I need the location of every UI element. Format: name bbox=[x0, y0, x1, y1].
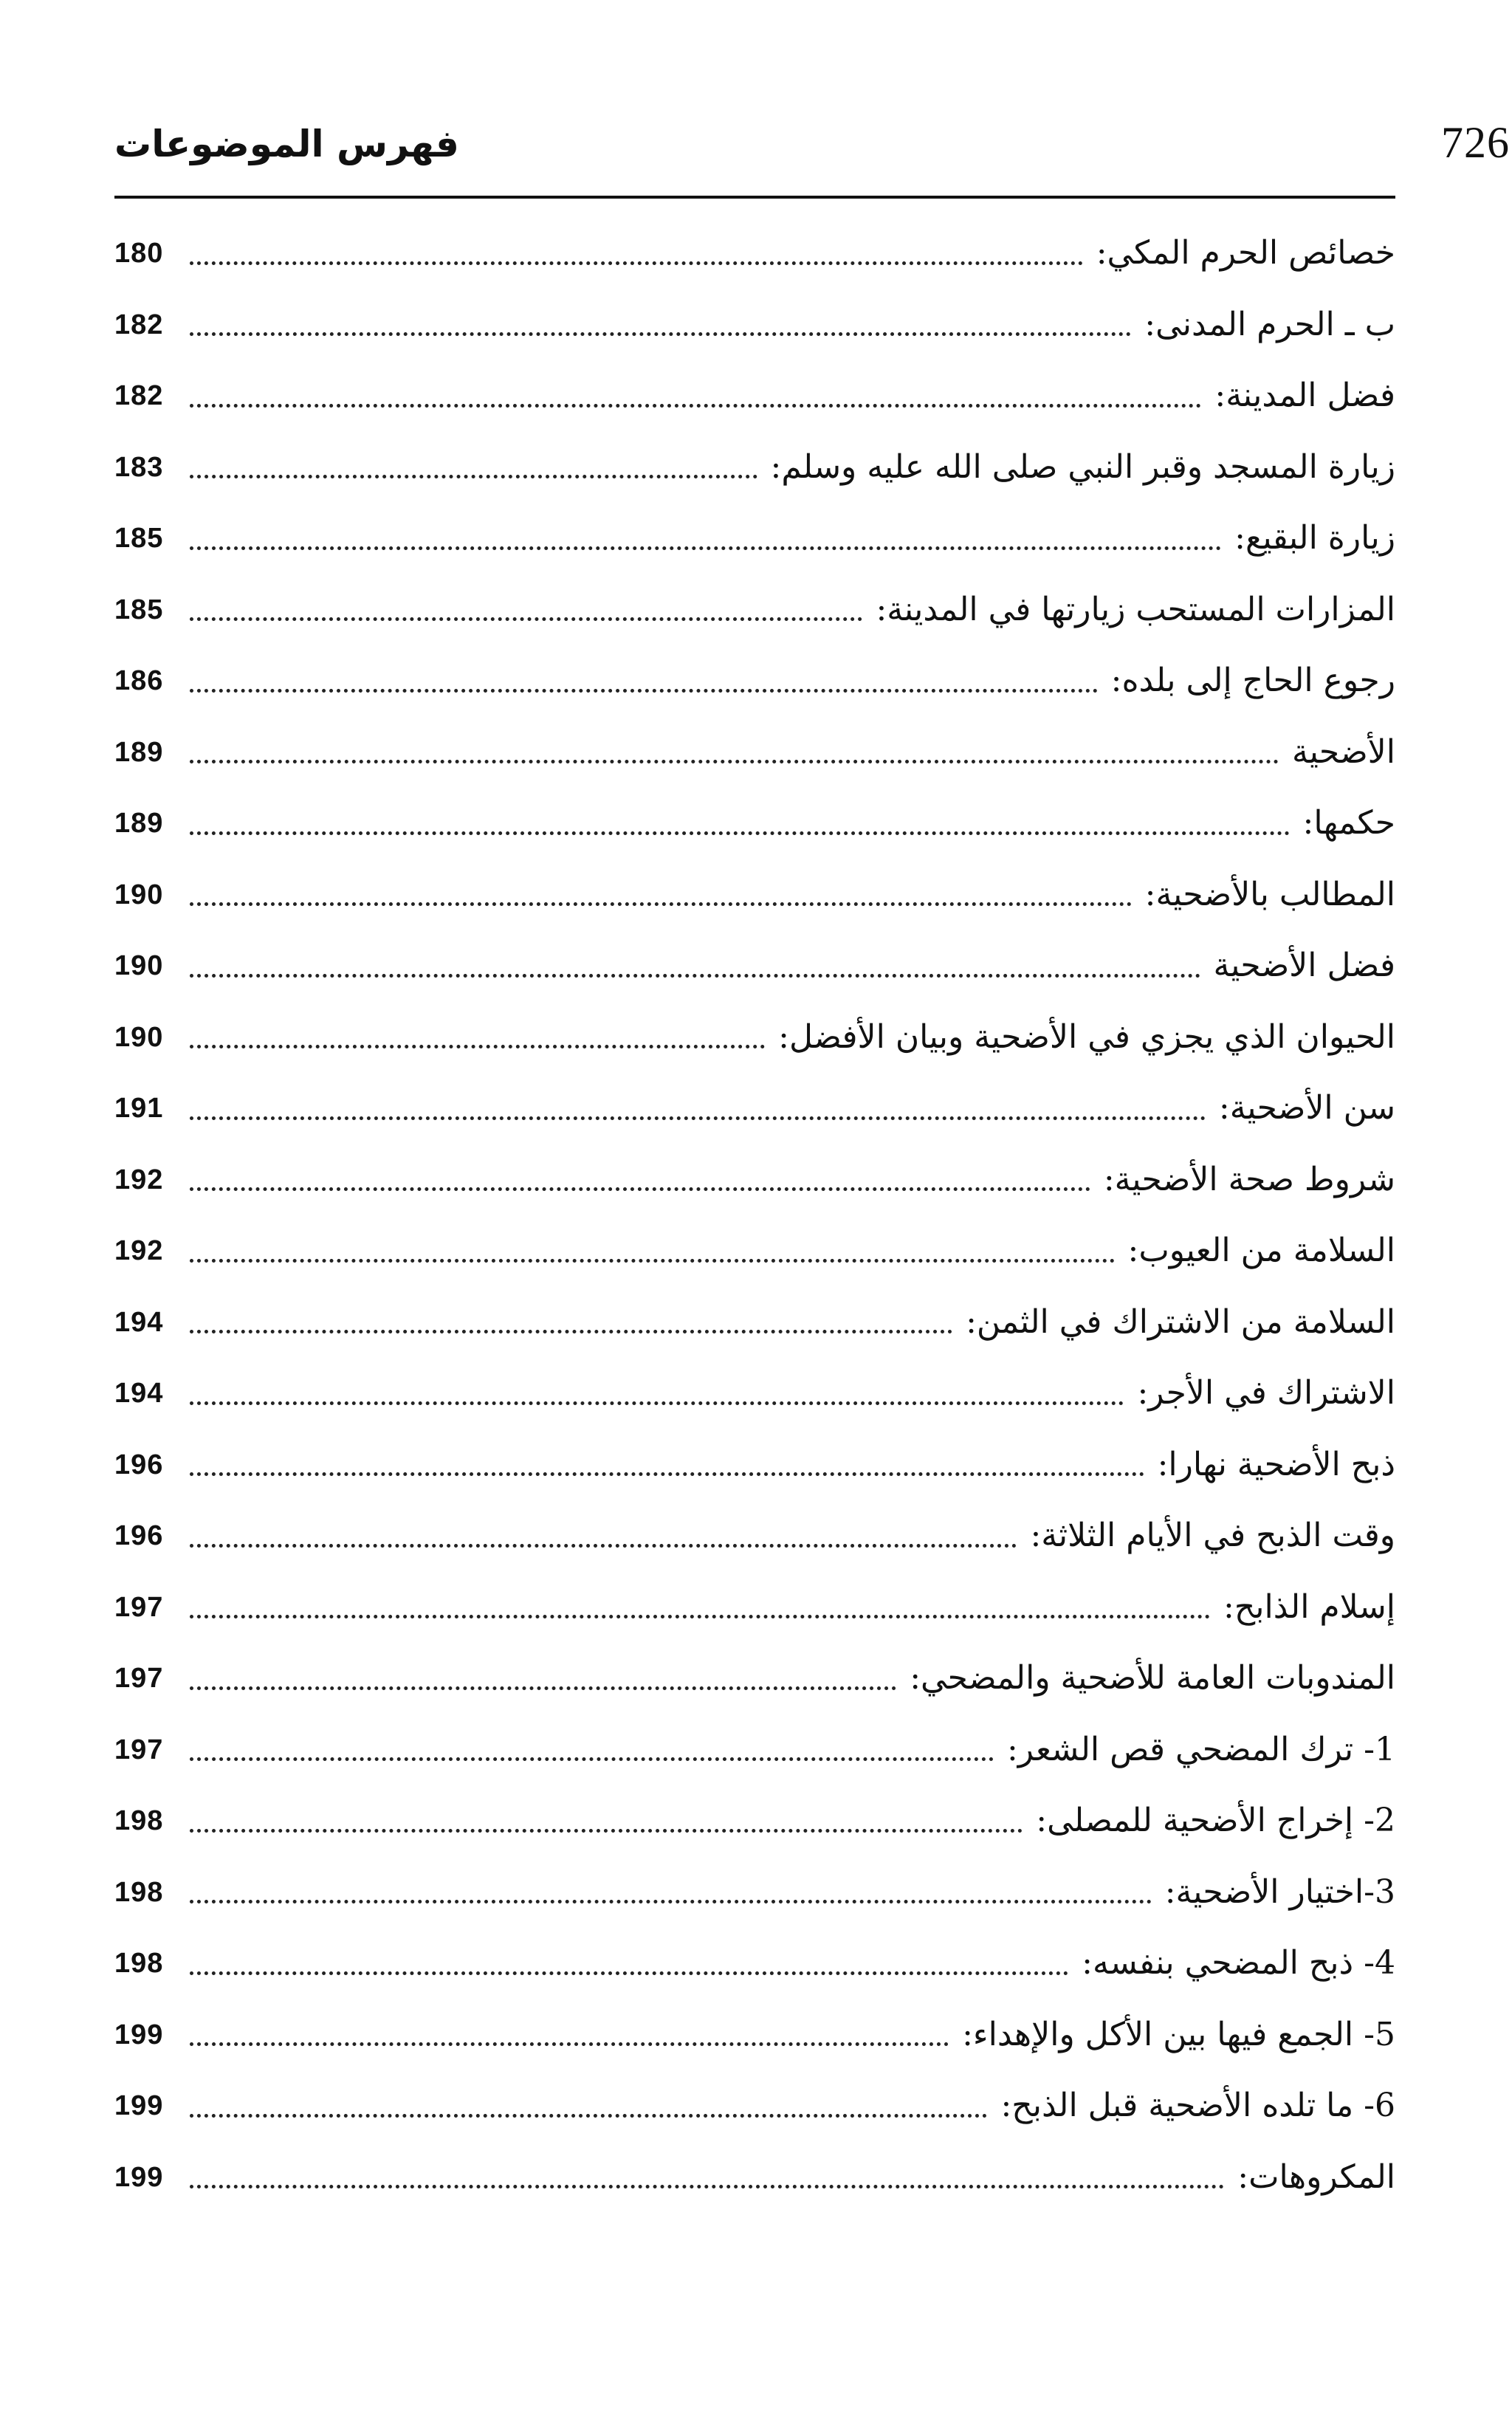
toc-entry-title: شروط صحة الأضحية: bbox=[1103, 1160, 1395, 1198]
dot-leader bbox=[190, 261, 1083, 265]
toc-entry-title: زيارة المسجد وقبر النبي صلى الله عليه وسلم: bbox=[770, 447, 1395, 486]
dot-leader bbox=[190, 1544, 1017, 1548]
toc-entry-title: المزارات المستحب زيارتها في المدينة: bbox=[876, 590, 1395, 628]
toc-entry bbox=[114, 2142, 1395, 2214]
toc-entry-title: ذبح الأضحية نهارا: bbox=[1157, 1445, 1395, 1483]
dot-leader bbox=[190, 760, 1279, 763]
toc-entry-page: 190 bbox=[114, 879, 164, 910]
toc-entry-page: 199 bbox=[114, 2161, 164, 2193]
dot-leader bbox=[190, 1971, 1068, 1975]
toc-entry-title: رجوع الحاج إلى بلده: bbox=[1110, 662, 1395, 700]
toc-entry bbox=[114, 432, 1395, 504]
toc-entry-title: المندوبات العامة للأضحية والمضحي: bbox=[910, 1659, 1395, 1697]
dot-leader bbox=[190, 1757, 994, 1761]
toc-entry-title: المطالب بالأضحية: bbox=[1144, 875, 1395, 913]
toc-entry-title: الحيوان الذي يجزي في الأضحية وبيان الأفضل: bbox=[778, 1017, 1395, 1056]
dot-leader bbox=[190, 689, 1098, 693]
dot-leader bbox=[190, 2114, 987, 2118]
toc-entry-page: 185 bbox=[114, 594, 164, 625]
toc-entry-title: وقت الذبح في الأيام الثلاثة: bbox=[1030, 1517, 1395, 1555]
dot-leader bbox=[190, 1615, 1210, 1618]
running-title: فهرس الموضوعات bbox=[114, 123, 459, 165]
toc-entry bbox=[114, 2070, 1395, 2142]
toc-entry-title: حكمها: bbox=[1302, 804, 1395, 842]
dot-leader bbox=[190, 2042, 949, 2046]
toc-entry-page: 198 bbox=[114, 1876, 164, 1908]
toc-entry bbox=[114, 289, 1395, 361]
toc-entry-page: 199 bbox=[114, 2090, 164, 2122]
toc-entry bbox=[114, 1073, 1395, 1144]
toc-entry-title: 1- ترك المضحي قص الشعر: bbox=[1006, 1730, 1395, 1768]
toc-entry-page: 197 bbox=[114, 1663, 164, 1695]
toc-entry bbox=[114, 218, 1395, 289]
dot-leader bbox=[190, 546, 1221, 550]
dot-leader bbox=[190, 404, 1201, 408]
toc-entry-title: ب ـ الحرم المدنى: bbox=[1144, 305, 1395, 343]
toc-entry-title: خصائص الحرم المكي: bbox=[1096, 234, 1395, 272]
toc-entry-page: 186 bbox=[114, 665, 164, 697]
dot-leader bbox=[190, 1330, 952, 1333]
dot-leader bbox=[190, 2185, 1224, 2188]
toc-entry-title: 3-اختيار الأضحية: bbox=[1164, 1872, 1395, 1911]
toc-entry bbox=[114, 1643, 1395, 1714]
toc-entry-page: 191 bbox=[114, 1093, 164, 1125]
dot-leader bbox=[190, 1116, 1206, 1120]
toc-entry-title: سن الأضحية: bbox=[1218, 1089, 1395, 1127]
toc-entry-title: السلامة من العيوب: bbox=[1127, 1232, 1395, 1270]
toc-entry-page: 189 bbox=[114, 736, 164, 768]
toc-entry-page: 190 bbox=[114, 950, 164, 982]
page-number: 726 bbox=[1441, 118, 1510, 167]
toc-entry bbox=[114, 1429, 1395, 1501]
toc-entry bbox=[114, 1999, 1395, 2071]
dot-leader bbox=[190, 1472, 1144, 1476]
toc-entry-page: 190 bbox=[114, 1021, 164, 1053]
dot-leader bbox=[190, 1045, 765, 1048]
toc-entry bbox=[114, 1215, 1395, 1287]
toc-entry-title: 2- إخراج الأضحية للمصلى: bbox=[1036, 1802, 1395, 1840]
dot-leader bbox=[190, 1829, 1023, 1833]
toc-entry bbox=[114, 360, 1395, 432]
toc-entry-page: 192 bbox=[114, 1235, 164, 1267]
toc-entry-page: 180 bbox=[114, 238, 164, 270]
toc-entry bbox=[114, 503, 1395, 574]
toc-entry bbox=[114, 574, 1395, 646]
toc-entry bbox=[114, 717, 1395, 789]
toc-entry bbox=[114, 1144, 1395, 1216]
dot-leader bbox=[190, 1401, 1124, 1405]
dot-leader bbox=[190, 1259, 1115, 1263]
toc-entry bbox=[114, 1358, 1395, 1429]
toc-entry-page: 192 bbox=[114, 1164, 164, 1195]
toc-entry-page: 189 bbox=[114, 808, 164, 840]
toc-entry-page: 182 bbox=[114, 309, 164, 340]
dot-leader bbox=[190, 475, 757, 478]
toc-entry-title: إسلام الذابح: bbox=[1223, 1587, 1395, 1626]
toc-entry-page: 183 bbox=[114, 451, 164, 483]
toc-entry bbox=[114, 1785, 1395, 1857]
toc-entry-page: 197 bbox=[114, 1591, 164, 1623]
toc-entry bbox=[114, 930, 1395, 1002]
toc-entry bbox=[114, 645, 1395, 717]
table-of-contents bbox=[114, 218, 1395, 2256]
toc-entry-title: السلامة من الاشتراك في الثمن: bbox=[966, 1302, 1395, 1341]
dot-leader bbox=[190, 831, 1290, 835]
toc-entry-page: 196 bbox=[114, 1520, 164, 1552]
toc-entry-page: 196 bbox=[114, 1449, 164, 1480]
page-header bbox=[114, 103, 1510, 185]
header-rule bbox=[114, 196, 1395, 199]
toc-entry-title: فضل المدينة: bbox=[1214, 377, 1395, 415]
toc-entry-title: 4- ذبح المضحي بنفسه: bbox=[1082, 1944, 1395, 1982]
toc-entry-page: 182 bbox=[114, 380, 164, 412]
toc-entry-page: 194 bbox=[114, 1378, 164, 1410]
toc-entry bbox=[114, 859, 1395, 931]
toc-entry-page: 198 bbox=[114, 1805, 164, 1837]
dot-leader bbox=[190, 1900, 1152, 1903]
dot-leader bbox=[190, 1686, 896, 1690]
toc-entry bbox=[114, 1928, 1395, 1999]
toc-entry-title: 6- ما تلده الأضحية قبل الذبح: bbox=[1000, 2087, 1395, 2125]
toc-entry-page: 197 bbox=[114, 1734, 164, 1765]
dot-leader bbox=[190, 974, 1200, 978]
dot-leader bbox=[190, 617, 862, 621]
toc-entry bbox=[114, 1500, 1395, 1572]
toc-entry-title: المكروهات: bbox=[1237, 2157, 1395, 2196]
toc-entry-title: 5- الجمع فيها بين الأكل والإهداء: bbox=[962, 2015, 1395, 2053]
toc-entry-title: زيارة البقيع: bbox=[1234, 519, 1395, 557]
toc-entry bbox=[114, 788, 1395, 859]
toc-entry bbox=[114, 1002, 1395, 1074]
toc-entry bbox=[114, 1572, 1395, 1644]
dot-leader bbox=[190, 332, 1131, 336]
toc-entry-title: الاشتراك في الأجر: bbox=[1137, 1374, 1395, 1412]
toc-entry bbox=[114, 1714, 1395, 1786]
toc-entry-title: فضل الأضحية bbox=[1213, 947, 1395, 985]
dot-leader bbox=[190, 1187, 1090, 1191]
toc-entry bbox=[114, 1287, 1395, 1359]
toc-entry bbox=[114, 1857, 1395, 1929]
dot-leader bbox=[190, 902, 1132, 906]
toc-entry-page: 185 bbox=[114, 523, 164, 555]
toc-entry-page: 198 bbox=[114, 1948, 164, 1980]
toc-entry-page: 194 bbox=[114, 1306, 164, 1338]
toc-entry-title: الأضحية bbox=[1292, 732, 1395, 771]
toc-entry-page: 199 bbox=[114, 2019, 164, 2050]
